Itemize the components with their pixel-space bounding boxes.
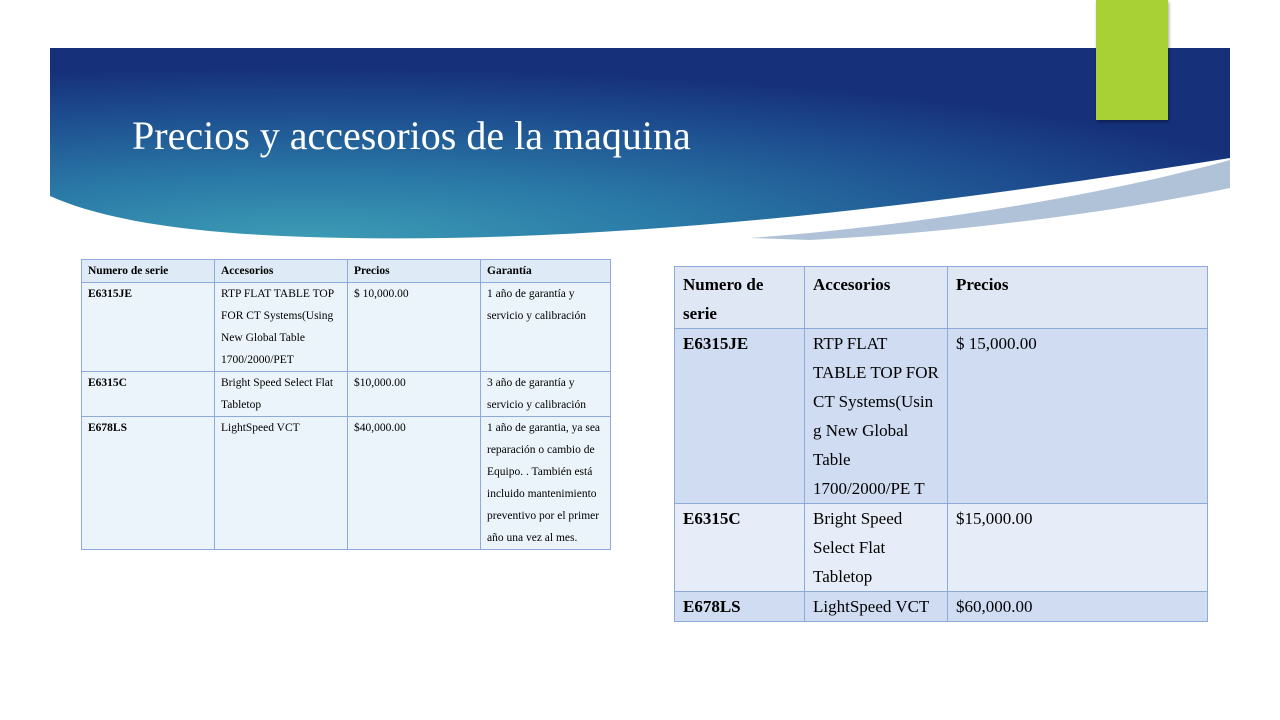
cell-accessory: RTP FLAT TABLE TOP FOR CT Systems(Using New Global Table 1700/2000/PET: [215, 283, 348, 372]
slide-title: Precios y accesorios de la maquina: [132, 113, 691, 158]
table-row: [82, 283, 611, 372]
cell-serial: E678LS: [675, 592, 805, 622]
cell-price: $40,000.00: [348, 417, 481, 550]
cell-price: $ 15,000.00: [948, 329, 1208, 504]
cell-price: $60,000.00: [948, 592, 1208, 622]
table-header-row: [82, 260, 611, 283]
cell-serial: E6315JE: [82, 283, 215, 372]
cell-serial: E6315C: [675, 504, 805, 592]
header-accessories: Accesorios: [805, 267, 948, 329]
header-accessories: Accesorios: [215, 260, 348, 283]
cell-accessory: LightSpeed VCT: [215, 417, 348, 550]
cell-warranty: 1 año de garantia, ya sea reparación o cambio de Equipo. . También está incluido mantenimiento preventivo por el primer año una vez al mes.: [481, 417, 611, 550]
header-warranty: Garantía: [481, 260, 611, 283]
cell-warranty: 1 año de garantía y servicio y calibración: [481, 283, 611, 372]
price-table-left: [81, 259, 611, 550]
header-serial: Numero de serie: [82, 260, 215, 283]
header-prices: Precios: [348, 260, 481, 283]
cell-price: $ 10,000.00: [348, 283, 481, 372]
cell-serial: E6315C: [82, 372, 215, 417]
cell-accessory: Bright Speed Select Flat Tabletop: [215, 372, 348, 417]
cell-serial: E6315JE: [675, 329, 805, 504]
table-row: [675, 504, 1208, 592]
header-serial: Numero de serie: [675, 267, 805, 329]
table-row: [675, 329, 1208, 504]
price-table-right: [674, 266, 1208, 622]
cell-accessory: RTP FLAT TABLE TOP FOR CT Systems(Usin g New Global Table 1700/2000/PE T: [805, 329, 948, 504]
table-header-row: [675, 267, 1208, 329]
table-row: [82, 372, 611, 417]
cell-serial: E678LS: [82, 417, 215, 550]
header-prices: Precios: [948, 267, 1208, 329]
cell-warranty: 3 año de garantía y servicio y calibración: [481, 372, 611, 417]
accent-bar: [1096, 0, 1168, 120]
cell-accessory: LightSpeed VCT: [805, 592, 948, 622]
cell-price: $15,000.00: [948, 504, 1208, 592]
cell-accessory: Bright Speed Select Flat Tabletop: [805, 504, 948, 592]
table-row: [82, 417, 611, 550]
cell-price: $10,000.00: [348, 372, 481, 417]
table-row: [675, 592, 1208, 622]
